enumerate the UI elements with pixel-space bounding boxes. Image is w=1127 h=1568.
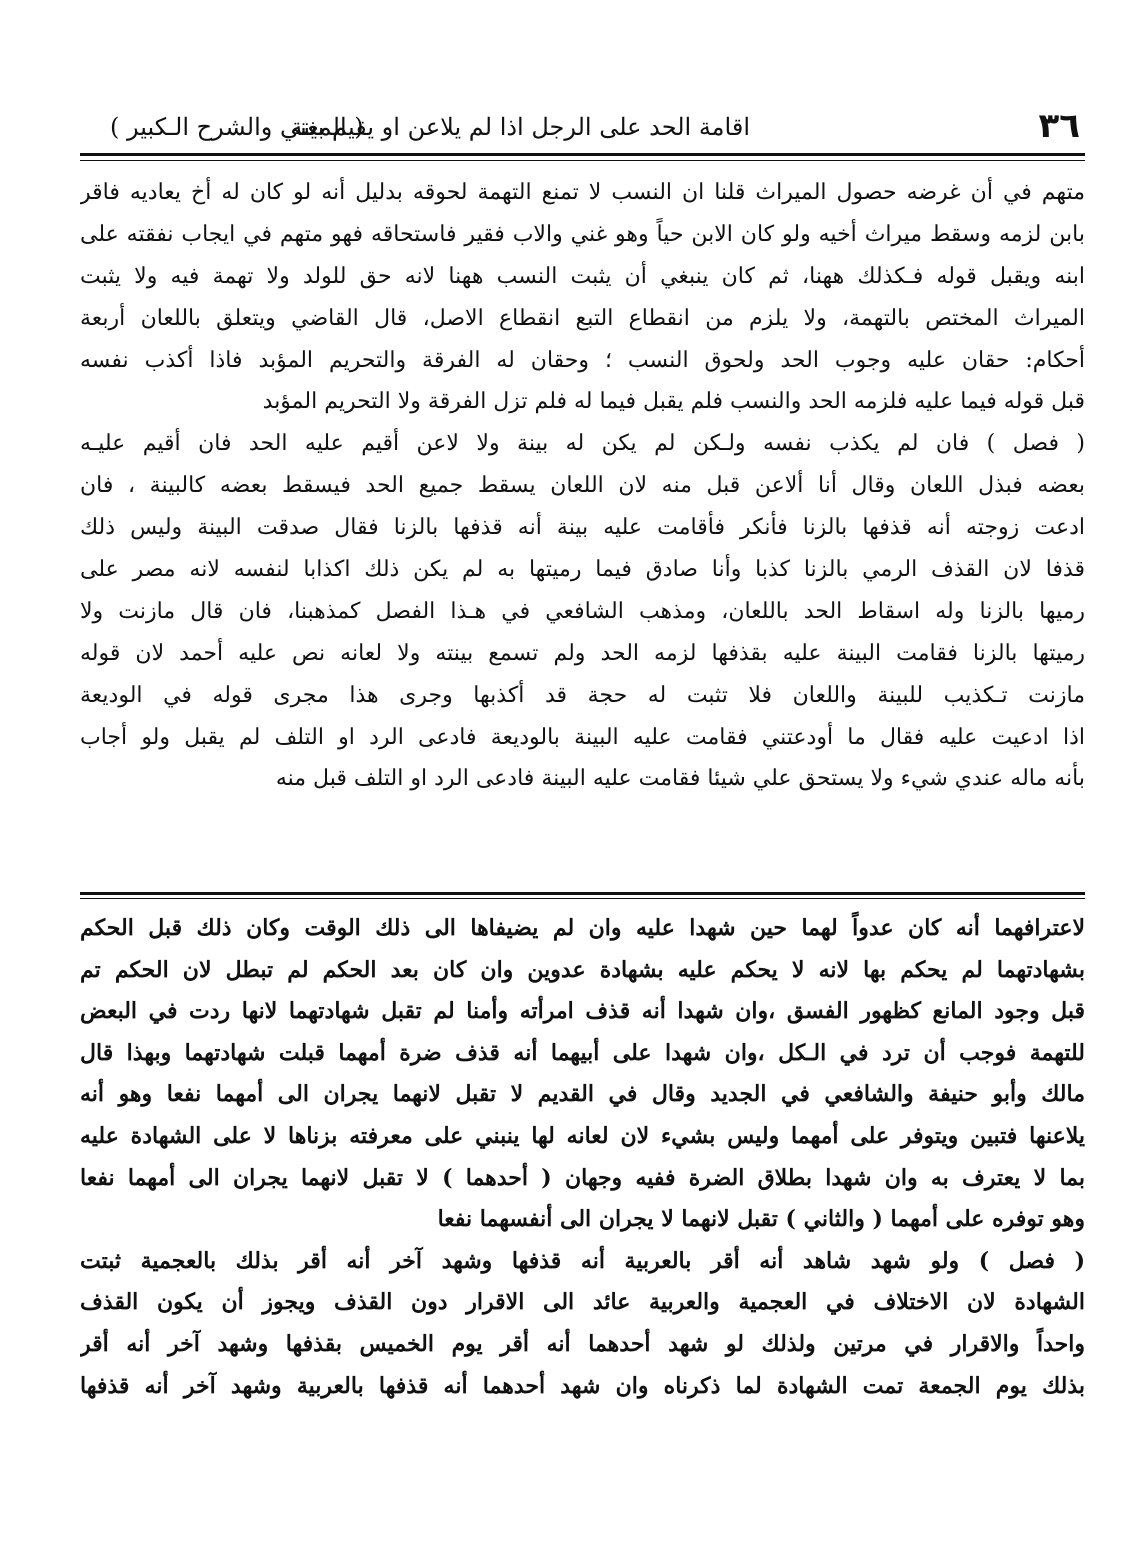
page-header: [80, 104, 1080, 154]
main-text-line: أحكام: حقان عليه وجوب الحد ولحوق النسب ؛ وحقان له الفرقة والتحريم المؤبد فاذا أكذب نفسه: [80, 347, 1085, 373]
commentary-line: مالك وأبو حنيفة والشافعي في الجديد وقال في القديم لا تقبل لانهما يجران الى أمهما نفعا وهو أنه: [80, 1081, 1085, 1108]
commentary-line: ( فصل ) ولو شهد شاهد أنه أقر بالعربية أنه قذفها وشهد آخر أنه أقر بذلك بالعجمية ثبتت: [80, 1247, 1085, 1274]
main-text-line: قبل قوله فيما عليه فلزمه الحد والنسب فلم يقبل فيما له فلم تزل الفرقة ولا التحريم المؤبد: [262, 389, 1085, 415]
book-title: ( المغني والشرح الـكبير ): [110, 113, 364, 141]
main-text-line: ( فصل ) فان لم يكذب نفسه ولـكن لم يكن له بينة ولا لاعن أقيم عليه الحد فان أقيم عليـه: [80, 431, 1085, 457]
commentary-text: [80, 908, 1085, 1407]
main-text: [80, 172, 1085, 800]
running-title: اقامة الحد على الرجل اذا لم يلاعن او يقيم بينة: [290, 113, 750, 141]
header-divider: [80, 153, 1085, 156]
commentary-line: بما لا يعترف به وان شهدا بطلاق الضرة ففيه وجهان ( أحدهما ) لا تقبل لانهما يجران الى أمهما نفعا: [80, 1164, 1085, 1191]
commentary-line: بذلك يوم الجمعة تمت الشهادة لما ذكرناه وان شهد أحدهما أنه قذفها بالعربية وشهد آخر أنه قذفها: [80, 1372, 1085, 1399]
main-text-line: متهم في أن غرضه حصول الميراث قلنا ان النسب لا تمنع التهمة لحوقه بدليل أنه لو كان له أخ يعاديه فاقر: [80, 180, 1085, 205]
commentary-line: الشهادة لان الاختلاف في العجمية والعربية عائد الى الاقرار دون القذف ويجوز أن يكون القذف: [80, 1289, 1085, 1316]
main-text-line: رميها بالزنا وله اسقاط الحد باللعان، ومذهب الشافعي في هـذا الفصل كمذهبنا، فان قال مازنت ولا: [80, 598, 1085, 624]
main-text-line: بعضه فبذل اللعان وقال أنا ألاعن قبل منه لان اللعان يسقط جميع الحد فيسقط بعضه كالبينة ، فان: [80, 473, 1085, 499]
main-text-line: ابنه ويقبل قوله فـكذلك ههنا، ثم كان ينبغي أن يثبت النسب ههنا لانه حق للولد ولا تهمة فيه ولا يثبت: [80, 263, 1085, 289]
commentary-line: يلاعنها فتبين ويتوفر على أمهما وليس بشيء لان لعانه لها ينبني على معرفته بزناها لا على الشهادة عليه: [80, 1122, 1085, 1149]
main-text-line: الميراث المختص بالتهمة، ولا يلزم من انقطاع التبع انقطاع الاصل، قال القاضي ويتعلق باللعان أربعة: [80, 305, 1085, 331]
main-text-line: رميتها بالزنا فقامت البينة عليه بقذفها لزمه الحد ولم تسمع بينته ولا لعانه نص عليه أحمد لان قوله: [80, 640, 1085, 666]
main-text-line: بأنه ماله عندي شيء ولا يستحق علي شيئا فقامت عليه البينة فادعى الرد او التلف قبل منه: [275, 766, 1085, 792]
main-text-line: بابن لزمه وسقط ميراث أخيه ولو كان الابن حياً وهو غني والاب فقير فاستحاقه فهو متهم في ايجاب نفقته على: [80, 221, 1085, 247]
section-divider-thin: [80, 898, 1085, 899]
commentary-line: للتهمة فوجب أن ترد في الـكل ،وان شهدا على أبيهما أنه قذف ضرة أمهما قبلت شهادتهما وبهذا قال: [80, 1039, 1085, 1066]
main-text-line: اذا ادعيت عليه فقال ما أودعتني فقامت عليه البينة بالوديعة فادعى الرد او التلف لم يقبل ولو أجاب: [80, 724, 1085, 750]
section-divider: [80, 892, 1085, 895]
commentary-line: قبل وجود المانع كظهور الفسق ،وان شهدا أنه قذف امرأته وأمنا لم تقبل شهادتهما لانها ردت في البعض: [80, 998, 1085, 1025]
main-text-line: قذفا لان القذف الرمي بالزنا كذبا وأنا صادق فيما رميتها به لم يكن ذلك اكذابا لنفسه لانه مصر على: [80, 557, 1085, 583]
commentary-line: لاعترافهما أنه كان عدواً لهما حين شهدا عليه وان لم يضيفاها الى ذلك الوقت وكان ذلك قبل الحكم: [80, 915, 1085, 941]
commentary-line: وهو توفره على أمهما ( والثاني ) تقبل لانهما لا يجران الى أنفسهما نفعا: [437, 1206, 1085, 1233]
main-text-line: ادعت زوجته أنه قذفها بالزنا فأنكر فأقامت عليه بينة أنه قذفها بالزنا فقال صدقت البينة وليس ذلك: [80, 515, 1085, 541]
main-text-line: مازنت تـكذيب للبينة واللعان فلا تثبت له حجة قد أكذبها وجرى هذا مجرى قوله في الوديعة: [80, 682, 1085, 708]
page-number: ٣٦: [1038, 106, 1080, 146]
header-divider-thin: [80, 160, 1085, 161]
commentary-line: واحداً والاقرار في مرتين ولذلك لو شهد أحدهما أنه أقر يوم الخميس بقذفها وشهد آخر أنه أقر: [80, 1330, 1085, 1357]
commentary-line: بشهادتهما لم يحكم بها لانه لا يحكم عليه بشهادة عدوين وان كان بعد الحكم لم تبطل لان الحكم تم: [80, 956, 1085, 983]
